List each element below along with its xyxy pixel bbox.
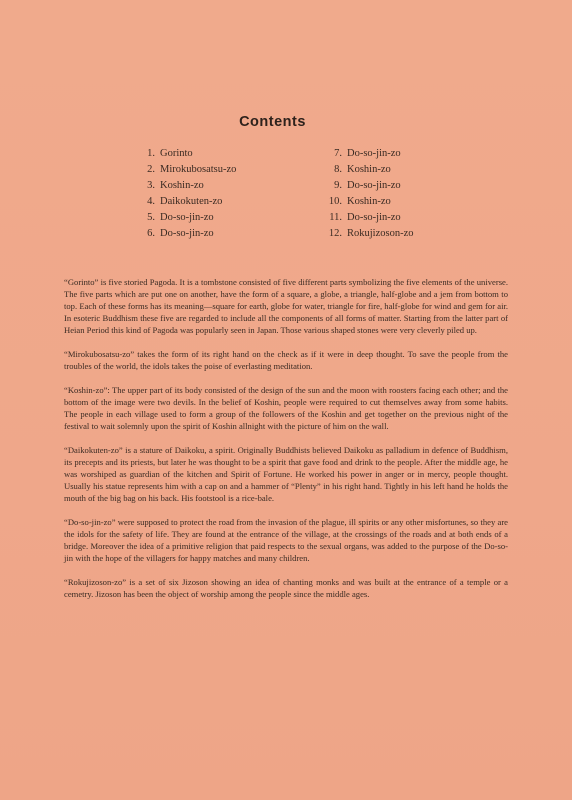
contents-item xyxy=(324,146,414,162)
contents-item xyxy=(324,178,414,194)
contents-item xyxy=(137,162,236,178)
contents-item xyxy=(324,210,414,226)
contents-number: 12. xyxy=(328,228,342,239)
contents-number: 11. xyxy=(329,212,342,223)
contents-number: 9. xyxy=(334,180,342,191)
contents-label: Koshin-zo xyxy=(347,196,391,207)
dosojin-paragraph: “Do-so-jin-zo” were supposed to protect the road from the invasion of the plague, ill spirits or any other misfortunes, so they are the idols for the safety of life. They are found at the entrance of the village, at the crossings of the roads and at both ends of a bridge. Moreover the idea of a primitive religion that paid respects to the sexual organs, was added to the purpose of the Do-so-jin with the hope of the villagers for happy matches and many children. xyxy=(64,517,508,563)
mirokubosatsu-paragraph: “Mirokubosatsu-zo” takes the form of its right hand on the check as if it were in deep thought. To save the people from the troubles of the world, the idols takes the poise of everlasting meditation. xyxy=(64,349,508,371)
contents-number: 2. xyxy=(147,164,155,175)
contents-label: Gorinto xyxy=(160,148,193,159)
contents-item xyxy=(324,226,414,242)
contents-number: 7. xyxy=(334,148,342,159)
contents-label: Koshin-zo xyxy=(347,164,391,175)
contents-label: Rokujizoson-zo xyxy=(347,228,414,239)
rokujizoson-paragraph: “Rokujizoson-zo” is a set of six Jizoson showing an idea of chanting monks and was built at the entrance of a temple or a cemetry. Jizoson has been the object of worship among the people since the middle ages. xyxy=(64,577,508,599)
contents-number: 4. xyxy=(147,196,155,207)
contents-item xyxy=(137,210,236,226)
contents-number: 5. xyxy=(147,212,155,223)
contents-label: Do-so-jin-zo xyxy=(160,228,214,239)
contents-number: 6. xyxy=(147,228,155,239)
contents-label: Do-so-jin-zo xyxy=(160,212,214,223)
contents-number: 8. xyxy=(334,164,342,175)
gorinto-paragraph: “Gorinto” is five storied Pagoda. It is a tombstone consisted of five different parts symbolizing the five elements of the universe. The five parts which are put one on another, have the form of a square, a globe, a triangle, half-globe and a jem from bottom to top. Each of these forms has its meaning—square for earth, globe for water, triangle for fire, half-globe for wind and gem for air. In esoteric Buddhism these five are regarded to include all the components of all forms of matter. Starting from the latter part of Heian Period this kind of Pagoda was popularly seen in Japan. Those various shaped stones were very cleverly piled up. xyxy=(64,277,508,335)
contents-item xyxy=(137,178,236,194)
contents-number: 1. xyxy=(147,148,155,159)
contents-label: Do-so-jin-zo xyxy=(347,180,401,191)
description-body xyxy=(64,276,508,612)
contents-item xyxy=(137,146,236,162)
contents-number: 3. xyxy=(147,180,155,191)
contents-item xyxy=(324,162,414,178)
contents-list-right xyxy=(324,146,414,242)
contents-item xyxy=(137,194,236,210)
contents-list-left xyxy=(137,146,236,242)
contents-label: Koshin-zo xyxy=(160,180,204,191)
daikokuten-paragraph: “Daikokuten-zo” is a stature of Daikoku, a spirit. Originally Buddhists believed Daikoku as palladium in defence of Buddhism, its precepts and its priests, but later he was thought to be a spirit that gave food and drink to the people. After the middle age, he was worshiped as guardian of the kitchen and Spirit of Fortune. He worked his power in anger or in mercy, people thought. Usually his statue represents him with a cap on and a hammer of “Plenty” in his right hand. Tightly in his left hand he holds the mouth of the big bag on his back. His footstool is a rice-bale. xyxy=(64,445,508,503)
koshin-paragraph: “Koshin-zo”: The upper part of its body consisted of the design of the sun and the moon with roosters facing each other; and the bottom of the image were two devils. In the belief of Koshin, people were required to cut themselves away from some habits. The people in each village used to form a group of the followers of the Koshin and get together on the previous night of the festival to wait solemnly upon the spirit of Koshin allnight with the picture of him on the wall. xyxy=(64,385,508,431)
contents-label: Do-so-jin-zo xyxy=(347,212,401,223)
contents-label: Mirokubosatsu-zo xyxy=(160,164,237,175)
contents-number: 10. xyxy=(328,196,342,207)
page-title: Contents xyxy=(239,114,306,130)
contents-label: Daikokuten-zo xyxy=(160,196,223,207)
contents-item xyxy=(324,194,414,210)
contents-label: Do-so-jin-zo xyxy=(347,148,401,159)
contents-item xyxy=(137,226,236,242)
